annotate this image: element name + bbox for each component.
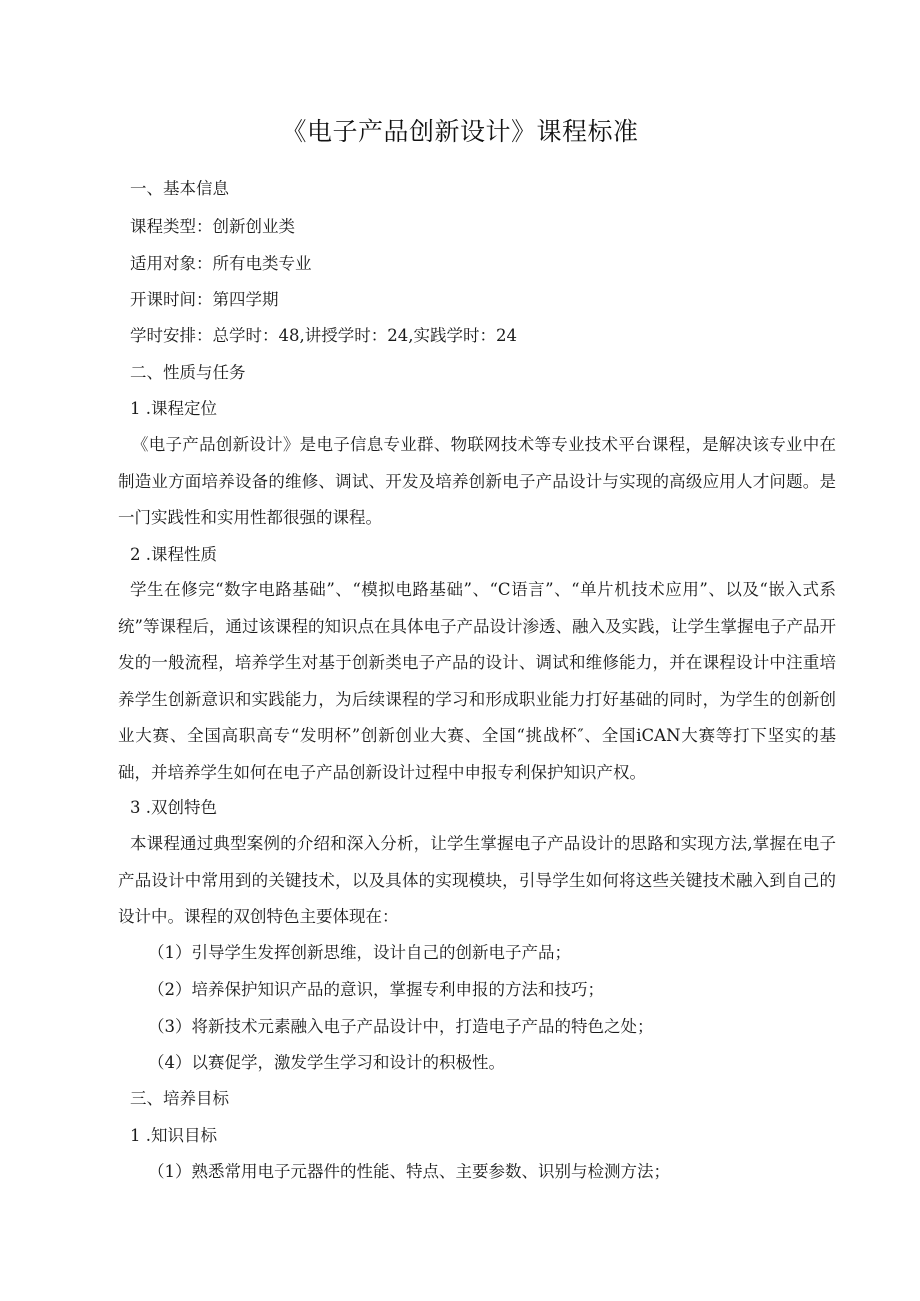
- section-2-heading: 二、性质与任务: [130, 363, 246, 382]
- features-item-4: （4）以赛促学，激发学生学习和设计的积极性。: [148, 1053, 505, 1072]
- section-1-heading: 一、基本信息: [130, 179, 229, 198]
- subsection-nature-heading: 2 .课程性质: [130, 545, 217, 564]
- section-3-heading: 三、培养目标: [130, 1089, 229, 1108]
- hours-line: 学时安排：总学时：48,讲授学时：24,实践学时：24: [130, 326, 517, 345]
- knowledge-item-1: （1）熟悉常用电子元器件的性能、特点、主要参数、识别与检测方法；: [148, 1162, 670, 1181]
- positioning-paragraph: 《电子产品创新设计》是电子信息专业群、物联网技术等专业技术平台课程，是解决该专业中在制造业方面培养设备的维修、调试、开发及培养创新电子产品设计与实现的高级应用人才问题。是一门实践性和实用性都很强的课程。: [118, 435, 836, 527]
- features-item-1: （1）引导学生发挥创新思维，设计自己的创新电子产品；: [148, 943, 571, 962]
- features-item-2: （2）培养保护知识产品的意识，掌握专利申报的方法和技巧；: [148, 980, 604, 999]
- subsection-features-heading: 3 .双创特色: [130, 798, 217, 817]
- subsection-knowledge-heading: 1 .知识目标: [130, 1126, 217, 1145]
- course-type-line: 课程类型：创新创业类: [130, 217, 295, 236]
- nature-paragraph: 学生在修完“数字电路基础”、“模拟电路基础”、“C语言”、“单片机技术应用”、以及“嵌入式系统”等课程后，通过该课程的知识点在具体电子产品设计渗透、融入及实践，让学生掌握电子产品开发的一般流程，培养学生对基于创新类电子产品的设计、调试和维修能力，并在课程设计中注重培养学生创新意识和实践能力，为后续课程的学习和形成职业能力打好基础的同时，为学生的创新创业大赛、全国高职高专“发明杯”创新创业大赛、全国“挑战杯″、全国iCAN大赛等打下坚实的基础，并培养学生如何在电子产品创新设计过程中申报专利保护知识产权。: [118, 580, 836, 782]
- features-paragraph: 本课程通过典型案例的介绍和深入分析，让学生掌握电子产品设计的思路和实现方法,掌握在电子产品设计中常用到的关键技术，以及具体的实现模块，引导学生如何将这些关键技术融入到自己的设计中。课程的双创特色主要体现在：: [118, 834, 836, 926]
- audience-line: 适用对象：所有电类专业: [130, 254, 312, 273]
- subsection-positioning-heading: 1 .课程定位: [130, 399, 217, 418]
- term-line: 开课时间：第四学期: [130, 290, 279, 309]
- features-item-3: （3）将新技术元素融入电子产品设计中，打造电子产品的特色之处；: [148, 1017, 654, 1036]
- page-title: 《电子产品创新设计》课程标准: [281, 117, 639, 146]
